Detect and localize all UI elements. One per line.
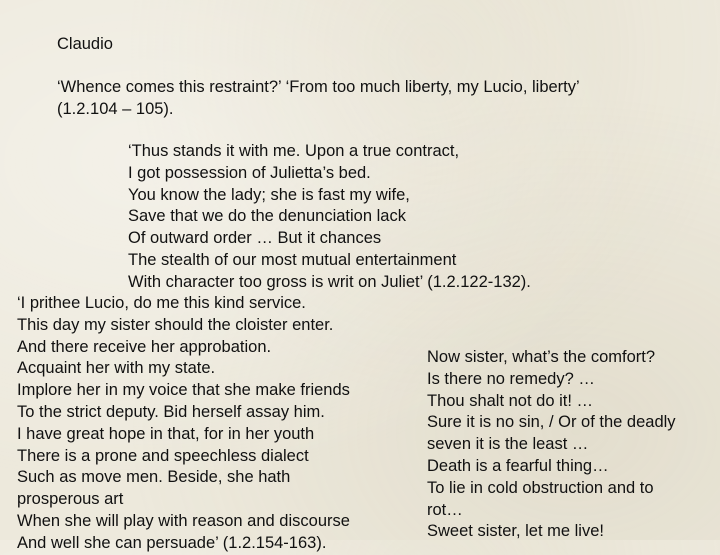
quote-line: Is there no remedy? …	[427, 369, 595, 388]
quote-line: I have great hope in that, for in her youth	[17, 424, 315, 443]
quote-line: Death is a fearful thing…	[427, 456, 609, 475]
opening-quote-line: ‘Whence comes this restraint?’ ‘From too much liberty, my Lucio, liberty’	[57, 78, 580, 96]
quote-line: Such as move men. Beside, she hath	[17, 468, 291, 487]
quote-line: And well she can persuade’ (1.2.154-163).	[17, 533, 327, 552]
quote-line: ‘I prithee Lucio, do me this kind service.	[17, 294, 306, 312]
quote-line: Acquaint her with my state.	[17, 359, 216, 378]
quote-line: Of outward order … But it chances	[128, 229, 382, 248]
opening-quote-citation: (1.2.104 – 105).	[57, 100, 174, 118]
quote-line: rot…	[427, 500, 463, 519]
quote-line: This day my sister should the cloister enter.	[17, 315, 334, 334]
quote-line: There is a prone and speechless dialect	[17, 446, 309, 465]
quote-line: seven it is the least …	[427, 435, 589, 454]
quote-line: Sure it is no sin, / Or of the deadly	[427, 413, 676, 432]
quote-line: To lie in cold obstruction and to	[427, 478, 654, 497]
quote-line: Implore her in my voice that she make friends	[17, 381, 350, 400]
quote-line: Save that we do the denunciation lack	[128, 207, 406, 226]
speaker-heading: Claudio	[57, 35, 113, 53]
quote-line: ‘Thus stands it with me. Upon a true contract,	[128, 142, 460, 160]
quote-line: Now sister, what’s the comfort?	[427, 348, 656, 366]
quote-line: To the strict deputy. Bid herself assay him.	[17, 402, 325, 421]
quote-line: When she will play with reason and discourse	[17, 511, 350, 530]
quote-line: Thou shalt not do it! …	[427, 391, 594, 410]
quote-line: I got possession of Julietta’s bed.	[128, 163, 371, 182]
quote-line: The stealth of our most mutual entertainment	[128, 250, 457, 269]
quote-line: You know the lady; she is fast my wife,	[128, 185, 410, 204]
quote-line: With character too gross is writ on Juliet’ (1.2.122-132).	[128, 272, 531, 291]
lucio-request-quote	[17, 293, 350, 555]
quote-line: And there receive her approbation.	[17, 337, 272, 356]
claudio-speech-quote	[128, 141, 531, 294]
quote-line: Sweet sister, let me live!	[427, 522, 604, 541]
quote-line: prosperous art	[17, 490, 124, 509]
isabella-dialogue-quote	[427, 347, 676, 543]
